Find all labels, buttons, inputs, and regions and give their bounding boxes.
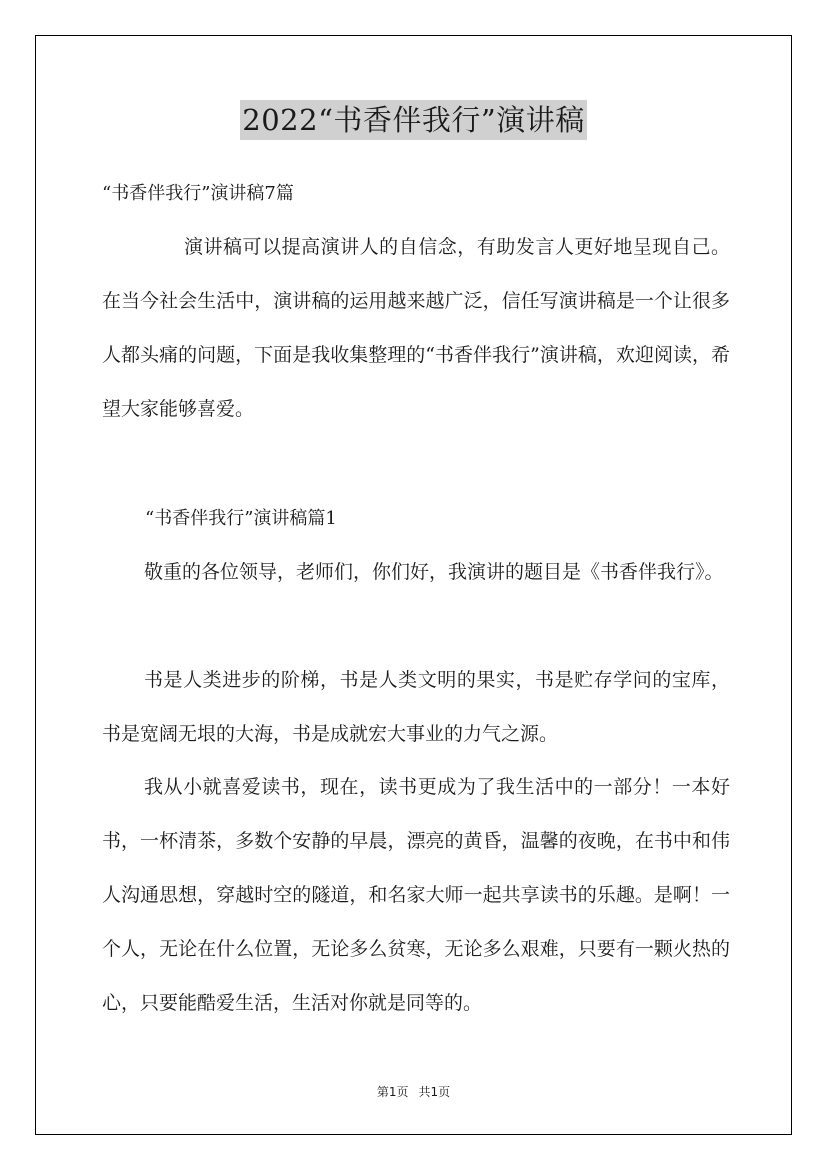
page-number: 第1页: [376, 1085, 409, 1099]
intro-paragraph: 演讲稿可以提高演讲人的自信念，有助发言人更好地呈现自己。在当今社会生活中，演讲稿的运用越来越广泛，信任写演讲稿是一个让很多人都头痛的问题，下面是我收集整理的“书香伴我行”演讲稿，欢迎阅读，希望大家能够喜爱。: [102, 236, 730, 420]
page-total: 共1页: [418, 1085, 451, 1099]
title-container: [0, 100, 827, 140]
body-paragraph-3: 我从小就喜爱读书，现在，读书更成为了我生活中的一部分！一本好书，一杯清茶，多数个安静的早晨，漂亮的黄昏，温馨的夜晚，在书中和伟人沟通思想，穿越时空的隧道，和名家大师一起共享读书的乐趣。是啊！一个人，无论在什么位置，无论多么贫寒，无论多么艰难，只要有一颗火热的心，只要能酷爱生活，生活对你就是同等的。: [102, 776, 730, 1014]
body-paragraph-1: 敬重的各位领导，老师们，你们好，我演讲的题目是《书香伴我行》。: [144, 561, 724, 583]
body-paragraph-2: 书是人类进步的阶梯，书是人类文明的果实，书是贮存学问的宝库，书是宽阔无垠的大海，书是成就宏大事业的力气之源。: [102, 669, 730, 745]
document-title: 2022“书香伴我行”演讲稿: [240, 100, 586, 140]
page-footer: [0, 1084, 827, 1100]
section-heading: “书香伴我行”演讲稿篇1: [145, 508, 337, 529]
document-subtitle: “书香伴我行”演讲稿7篇: [102, 183, 294, 204]
